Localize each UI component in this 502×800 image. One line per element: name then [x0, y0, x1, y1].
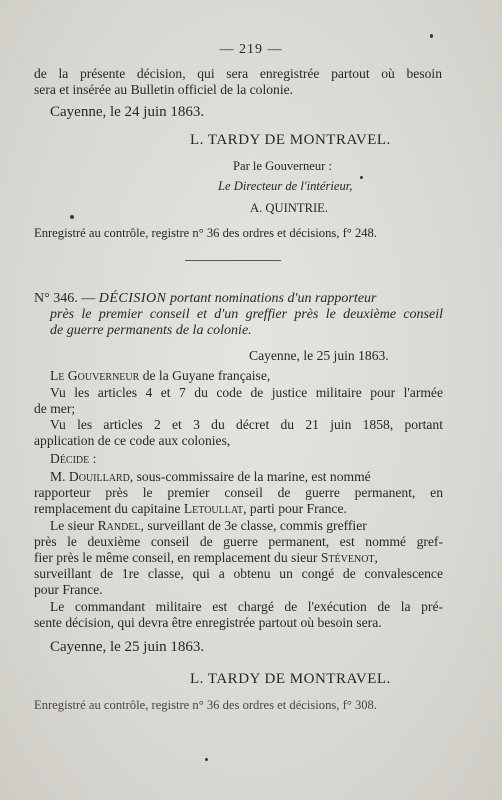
text-fragment: , parti pour France.: [243, 501, 347, 516]
text-fragment: ,: [374, 550, 378, 565]
paper-speck: [205, 758, 208, 761]
decision-title: de guerre permanents de la colonie.: [50, 323, 252, 338]
date-line: Cayenne, le 24 juin 1863.: [50, 104, 205, 120]
registration-note: Enregistré au contrôle, registre n° 36 des ordres et décisions, f° 308.: [34, 698, 378, 712]
text-fragment: , sous-commissaire de la marine, est nommé: [129, 469, 371, 484]
date-line: Cayenne, le 25 juin 1863.: [249, 348, 389, 363]
gouverneur-rest: de la Guyane française,: [142, 368, 271, 383]
text-line: [50, 368, 270, 384]
signature-by: Par le Gouverneur :: [233, 159, 332, 173]
text-line: [34, 550, 378, 566]
paper-speck: [70, 215, 74, 219]
text-line: de mer;: [34, 401, 76, 416]
text-line: application de ce code aux colonies,: [34, 433, 231, 448]
decision-number: N° 346.: [34, 291, 78, 306]
text-fragment: , surveillant de 3e classe, commis greffier: [140, 518, 367, 533]
text-line: sera et insérée au Bulletin officiel de la colonie.: [34, 82, 294, 97]
decision-title: portant nominations d'un rapporteur: [170, 291, 377, 306]
text-fragment: Le sieur: [50, 518, 95, 533]
text-fragment: remplacement du capitaine: [34, 501, 181, 516]
director-name: A. QUINTRIE.: [250, 201, 328, 215]
person-name: Douillard: [68, 469, 130, 484]
page-number: — 219 —: [219, 42, 283, 57]
gouverneur-label: Le Gouverneur: [50, 368, 140, 383]
decision-dash: —: [81, 291, 96, 306]
decision-title: près le premier conseil et d'un greffier près le deuxième conseil: [50, 307, 443, 322]
text-line: près le deuxième conseil de guerre permanent, est nommé gref-: [34, 534, 443, 549]
text-line: [50, 518, 367, 534]
text-line: Vu les articles 2 et 3 du décret du 21 juin 1858, portant: [50, 417, 443, 432]
text-line: surveillant de 1re classe, qui a obtenu un congé de convalescence: [34, 566, 443, 581]
text-line: de la présente décision, qui sera enregistrée partout où besoin: [34, 66, 442, 81]
text-line: rapporteur près le premier conseil de guerre permanent, en: [34, 485, 443, 500]
signature: L. TARDY DE MONTRAVEL.: [190, 132, 391, 148]
person-name: Letoullat: [183, 501, 244, 516]
paper-speck: [430, 34, 433, 38]
text-fragment: M.: [50, 469, 66, 484]
signature: L. TARDY DE MONTRAVEL.: [190, 671, 391, 687]
section-divider: [185, 260, 281, 261]
text-line: Le commandant militaire est chargé de l'exécution de la pré-: [50, 599, 443, 614]
text-line: [50, 469, 443, 485]
date-line: Cayenne, le 25 juin 1863.: [50, 639, 205, 655]
person-name: Stévenot: [320, 550, 375, 565]
decision-heading: [34, 291, 376, 307]
registration-note: Enregistré au contrôle, registre n° 36 des ordres et décisions, f° 248.: [34, 226, 378, 240]
text-line: [34, 501, 347, 517]
text-line: sente décision, qui devra être enregistrée partout où besoin sera.: [34, 615, 382, 630]
text-fragment: fier près le même conseil, en remplacement du sieur: [34, 550, 318, 565]
director-title: Le Directeur de l'intérieur,: [218, 179, 353, 193]
decide-label: Décide :: [50, 451, 97, 466]
text-line: Vu les articles 4 et 7 du code de justice militaire pour l'armée: [50, 385, 443, 400]
text-line: pour France.: [34, 582, 103, 597]
person-name: Randel: [97, 518, 141, 533]
paper-speck: [360, 176, 363, 179]
decision-label: DÉCISION: [98, 291, 167, 306]
